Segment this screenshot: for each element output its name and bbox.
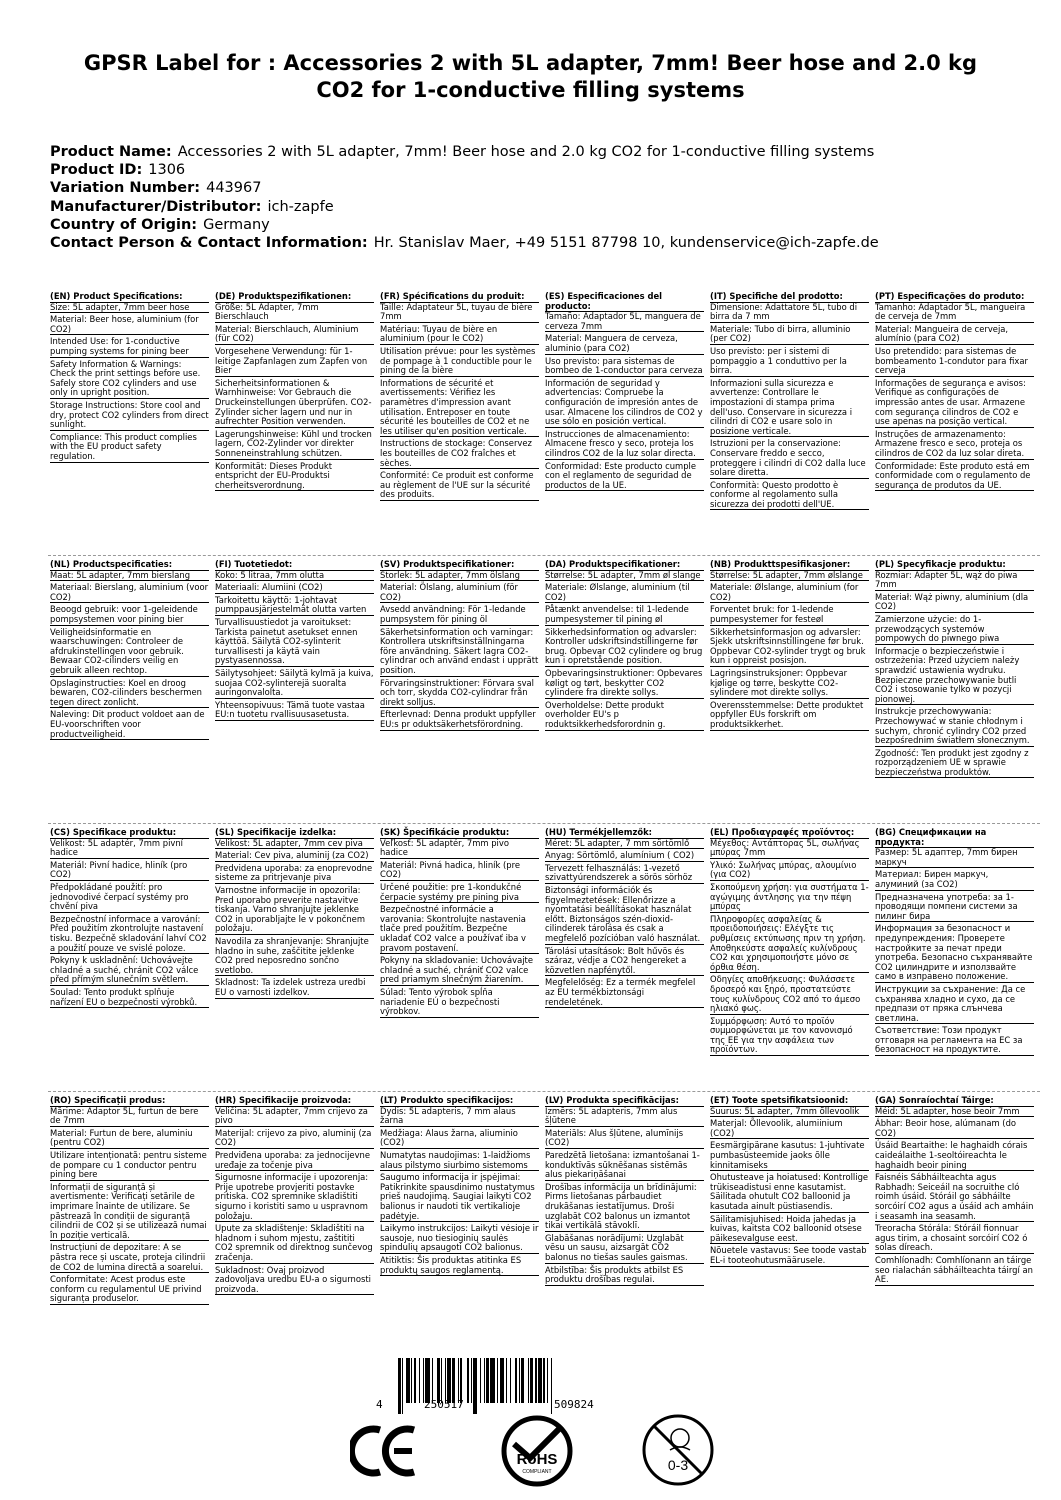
- spec-paragraph: Informazioni sulla sicurezza e avvertenze: Controllare le impostazioni di stampa prima dell'uso. Conservare in sicurezza i cilindri di CO2 e usare solo in posizione verticale.: [710, 379, 869, 438]
- spec-paragraph: Veličina: 5L adapter, 7mm crijevo za pivo: [215, 1107, 374, 1127]
- spec-paragraph: Suurus: 5L adapter, 7mm õllevoolik: [710, 1107, 869, 1118]
- spec-heading: (ES) Especificaciones del producto:: [545, 292, 704, 312]
- spec-paragraph: Ábhar: Beoir hose, alúmanam (do CO2): [875, 1119, 1034, 1139]
- spec-block: [215, 828, 380, 1096]
- spec-paragraph: Uso previsto: para sistemas de bombeo de 1-conductor para cerveza: [545, 355, 703, 376]
- spec-paragraph: Intended Use: for 1-conductive pumping systems for pining beer: [50, 337, 209, 357]
- spec-block: [50, 1096, 215, 1364]
- spec-block: [710, 828, 875, 1096]
- spec-paragraph: Υλικό: Σωλήνας μπύρας, αλουμίνιο (για CO2): [710, 861, 869, 881]
- section-divider: [48, 823, 1040, 824]
- spec-heading: (SL) Specifikacije izdelka:: [215, 828, 374, 839]
- spec-paragraph: Atbilstība: Šis produkts atbilst ES produktu drošības regulai.: [545, 1266, 704, 1286]
- spec-paragraph: Σκοπούμενη χρήση: για συστήματα 1-αγώγιμης άντλησης για την πέψη μπύρας: [710, 881, 869, 912]
- spec-paragraph: Sikkerhedsinformation og advarsler: Kontroller udskriftsindstillingerne før brug. Opbevar CO2 cylindere og brug kun i opretstående position.: [545, 626, 703, 666]
- spec-paragraph: Predviđena uporaba: za jednocijevne uređaje za točenje piva: [215, 1151, 374, 1171]
- spec-paragraph: Material: Mangueira de cerveja, alumínio (para CO2): [875, 325, 1034, 345]
- spec-row: [50, 560, 1040, 828]
- spec-paragraph: Pokyny k uskladnění: Uchovávejte chladné a suché, chránit CO2 válce před přímým slunečním světlem.: [50, 956, 209, 986]
- spec-paragraph: Conformità: Questo prodotto è conforme al regolamento sulla sicurezza dei prodotti dell'UE.: [710, 481, 869, 511]
- rohs-sublabel: COMPLIANT: [522, 1469, 552, 1475]
- spec-paragraph: Sikkerhetsinformasjon og advarsler: Sjekk utskriftsinnstillingene før bruk. Oppbevar CO2-sylinder trygt og bruk kun i oppreist posisjon.: [710, 628, 869, 667]
- spec-paragraph: Conformitate: Acest produs este conform cu regulamentul UE privind siguranța produselor.: [50, 1275, 209, 1305]
- spec-heading: (GA) Sonraíochtaí Táirge:: [875, 1096, 1034, 1107]
- spec-paragraph: Bezpečnostné informácie a varovania: Skontrolujte nastavenia tlače pred použitím. Bezpečne ukladať CO2 valce a používať iba v pravom postavení.: [380, 905, 539, 954]
- spec-block: [215, 1096, 380, 1364]
- spec-paragraph: Informations de sécurité et avertissements: Vérifiez les paramètres d'impression avant utilisation. Entreposer en toute sécurité les bouteilles de CO2 et ne les utiliser qu'en position verticale.: [380, 379, 539, 438]
- spec-paragraph: Nõuetele vastavus: See toode vastab EL-i tooteohutusmäärusele.: [710, 1246, 869, 1266]
- spec-paragraph: Materijal: crijevo za pivo, aluminij (za CO2): [215, 1129, 374, 1149]
- spec-paragraph: Инструкции за съхранение: Да се съхранява хладно и сухо, да се предпази от пряка слънчева светлина.: [875, 985, 1034, 1024]
- barcode: [376, 1358, 594, 1414]
- spec-paragraph: Sicherheitsinformationen & Warnhinweise: Vor Gebrauch die Druckeinstellungen überprüfen. CO2-Zylinder sicher lagern und nur in aufrechter Position verwenden.: [215, 379, 374, 428]
- spec-paragraph: Materiale: Tubo di birra, alluminio (per CO2): [710, 325, 869, 345]
- spec-paragraph: Velikost: 5L adaptér, 7mm pivní hadice: [50, 839, 209, 859]
- spec-paragraph: Veiligheidsinformatie en waarschuwingen: Controleer de afdrukinstellingen voor gebruik. Bewaar CO2-cilinders veilig en gebruik alleen rechtop.: [50, 628, 209, 677]
- spec-paragraph: Soulad: Tento produkt splňuje nařízení EU o bezpečnosti výrobků.: [50, 988, 209, 1008]
- spec-paragraph: Safety Information & Warnings: Check the print settings before use. Safely store CO2 cylinders and use only in upright position.: [50, 360, 209, 399]
- spec-block: [215, 560, 380, 828]
- spec-paragraph: Mărime: Adaptor 5L, furtun de bere de 7mm: [50, 1107, 209, 1127]
- spec-paragraph: Tamaño: Adaptador 5L, manguera de cerveza 7mm: [545, 312, 704, 332]
- spec-block: [545, 1096, 710, 1364]
- spec-heading: (FI) Tuotetiedot:: [215, 560, 374, 571]
- spec-paragraph: Velikost: 5L adapter, 7mm cev piva: [215, 839, 374, 850]
- spec-paragraph: Размер: 5L адаптер, 7mm бирен маркуч: [875, 848, 1034, 868]
- spec-paragraph: Sukladnost: Ovaj proizvod zadovoljava uredbu EU-a o sigurnosti proizvoda.: [215, 1266, 374, 1296]
- spec-paragraph: Instrucciones de almacenamiento: Almacene fresco y seco, proteja los cilindros CO2 de la luz solar directa.: [545, 430, 704, 460]
- spec-block: [380, 1096, 545, 1364]
- spec-paragraph: Предназначена употреба: за 1-проводящи помпени системи за пилинг бира: [875, 893, 1034, 923]
- ce-mark-icon: [350, 1416, 420, 1486]
- spec-paragraph: Conformité: Ce produit est conforme au règlement de l'UE sur la sécurité des produits.: [380, 471, 539, 501]
- spec-paragraph: Säilitamisjuhised: Hoida jahedas ja kuivas, kaitsta CO2 balloonid otsese päikesevalguse eest.: [710, 1215, 869, 1245]
- spec-paragraph: Tárolási utasítások: Bolt hűvös és száraz, védje a CO2 hengereket a közvetlen napfénytől.: [545, 947, 704, 977]
- spec-heading: (DE) Produktspezifikationen:: [215, 292, 374, 303]
- spec-paragraph: Uso pretendido: para sistemas de bombeamento 1-condutor para fixar cerveja: [875, 347, 1034, 377]
- spec-paragraph: Saugumo informacija ir įspėjimai: Patikrinkite spausdinimo nustatymus prieš naudojimą. Saugiai laikyti CO2 balionus ir naudoti tik vertikalioje padėtyje.: [380, 1173, 539, 1222]
- spec-heading: (PL) Specyfikacje produktu:: [875, 560, 1034, 571]
- spec-paragraph: Overholdelse: Dette produkt overholder EU's p roduktsikkerhedsforordnin g.: [545, 701, 704, 731]
- spec-heading: (LT) Produkto specifikacijos:: [380, 1096, 539, 1107]
- spec-paragraph: Treoracha Stórála: Stóráil fionnuar agus tirim, a chosaint sorcóirí CO2 ó solas díreach.: [875, 1224, 1034, 1254]
- spec-paragraph: Koko: 5 litraa, 7mm olutta: [215, 571, 374, 582]
- spec-paragraph: Overensstemmelse: Dette produktet oppfyller EUs forskrift om produktsikkerhet.: [710, 701, 869, 731]
- spec-paragraph: Información de seguridad y advertencias: Compruebe la configuración de impresión antes de usar. Almacene los cilindros de CO2 y use sólo en posición vertical.: [545, 377, 703, 427]
- barcode-bars: [398, 1358, 554, 1414]
- spec-paragraph: Conformidad: Este producto cumple con el reglamento de seguridad de productos de la UE.: [545, 462, 704, 492]
- spec-paragraph: Numatytas naudojimas: 1-laidžioms alaus pilstymo siurbimo sistemoms: [380, 1151, 539, 1171]
- spec-paragraph: Opbevaringsinstruktioner: Opbevares køligt og tørt, beskytter CO2 cylindere fra direkte sollys.: [545, 667, 703, 698]
- spec-block: [875, 560, 1040, 828]
- spec-paragraph: Tarkoitettu käyttö: 1-johtavat pumppausjärjestelmät olutta varten: [215, 596, 374, 616]
- spec-paragraph: Efterlevnad: Denna produkt uppfyller EU:s pr oduktsäkerhetsförordning.: [380, 710, 539, 730]
- spec-paragraph: Navodila za shranjevanje: Shranjujte hladno in suhe, zaščitite jeklenke CO2 pred neposredno sončno svetlobo.: [215, 937, 374, 976]
- spec-paragraph: Laikymo instrukcijos: Laikyti vėsioje ir sausoje, nuo tiesioginių saulės spindulių apsaugoti CO2 balionus.: [380, 1223, 539, 1253]
- spec-block: [875, 292, 1040, 560]
- spec-paragraph: Materiaal: Bierslang, aluminium (voor CO2): [50, 582, 209, 602]
- spec-block: [545, 560, 710, 828]
- spec-paragraph: Größe: 5L Adapter, 7mm Bierschlauch: [215, 303, 374, 323]
- spec-heading: (DA) Produktspecifikationer:: [545, 560, 704, 571]
- spec-paragraph: Eesmärgipärane kasutus: 1-juhtivate pumbasüsteemide jaoks õlle kinnitamiseks: [710, 1141, 869, 1171]
- spec-heading: (EN) Product Specifications:: [50, 292, 209, 303]
- spec-block: [50, 828, 215, 1096]
- spec-paragraph: Materjal: Õllevoolik, alumiinium (CO2): [710, 1119, 869, 1139]
- spec-block: [380, 828, 545, 1096]
- spec-paragraph: Storlek: 5L adapter, 7mm ölslang: [380, 571, 539, 582]
- spec-paragraph: Predvidena uporaba: za enoprevodne sisteme za pritrjevanje piva: [215, 862, 373, 883]
- spec-paragraph: Lagerungshinweise: Kühl und trocken lagern, CO2-Zylinder vor direkter Sonneneinstrahlung schützen.: [215, 430, 374, 460]
- rohs-label: RoHS: [516, 1451, 558, 1468]
- spec-block: [215, 292, 380, 560]
- spec-paragraph: Taille: Adaptateur 5L, tuyau de bière 7mm: [380, 303, 539, 323]
- spec-paragraph: Biztonsági információk és figyelmeztetések: Ellenőrizze a nyomtatási beállításokat használat előtt. Biztonságos szén-dioxid-cilinderek tárolása és csak a megfelelő pozícióban való használat.: [545, 886, 704, 945]
- spec-paragraph: Materiaali: Alumiini (CO2): [215, 583, 374, 594]
- spec-paragraph: Méid: 5L adapter, hose beoir 7mm: [875, 1107, 1034, 1118]
- spec-block: [875, 1096, 1040, 1364]
- spec-row: [50, 292, 1040, 560]
- spec-paragraph: Material: Ölslang, aluminium (för CO2): [380, 583, 539, 603]
- spec-paragraph: Drošības informācija un brīdinājumi: Pirms lietošanas pārbaudiet drukāšanas iestatījumus. Droši uzglabāt CO2 balonus un izmantot tikai vertikālā stāvoklī.: [545, 1183, 704, 1232]
- spec-paragraph: Izmērs: 5L adapteris, 7mm alus šļūtene: [545, 1107, 704, 1127]
- spec-paragraph: Dimensione: Adattatore 5L, tubo di birra da 7 mm: [710, 303, 869, 323]
- spec-paragraph: Megfelelőség: Ez a termék megfelel az EU termékbiztonsági rendeletének.: [545, 978, 704, 1008]
- spec-paragraph: Informații de siguranță și avertismente: Verificați setările de imprimare înainte de utilizare. Se păstrează în condiții de siguranță cilindrii de CO2 și se utilizează numai în poziție verticală.: [50, 1183, 209, 1242]
- spec-paragraph: Comhlíonadh: Comhlíonann an táirge seo rialachán sábháilteachta táirgí an AE.: [875, 1254, 1033, 1285]
- spec-paragraph: Materiale: Ølslange, aluminium (til CO2): [545, 583, 704, 603]
- spec-paragraph: Påtænkt anvendelse: til 1-ledende pumpesystemer til pining øl: [545, 605, 704, 625]
- spec-paragraph: Tamanho: Adaptador 5L, mangueira de cerveja de 7mm: [875, 303, 1034, 323]
- spec-paragraph: Instructions de stockage: Conservez les bouteilles de CO2 fraîches et sèches.: [380, 439, 539, 469]
- spec-paragraph: Matériau: Tuyau de bière en aluminium (pour le CO2): [380, 325, 539, 345]
- spec-paragraph: Säkerhetsinformation och varningar: Kontrollera utskriftsinställningarna före användning. Säkert lagra CO2-cylindrar och använd endast i upprätt position.: [380, 626, 539, 675]
- spec-paragraph: Turvallisuustiedot ja varoitukset: Tarkista painetut asetukset ennen käyttöä. Säilytä CO2-sylinterit turvallisesti ja käytä vain pystyasennossa.: [215, 618, 374, 667]
- spec-paragraph: Paredzētā lietošana: izmantošanai 1-konduktīvās sūknēšanas sistēmās alus piekariņāšanai: [545, 1151, 704, 1181]
- age-label: 0-3: [667, 1457, 689, 1473]
- spec-heading: (HR) Specifikacije proizvoda:: [215, 1096, 374, 1107]
- barcode-digit-prefix: 4: [376, 1398, 383, 1411]
- contact-row: Contact Person & Contact Information: Hr. Stanislav Maer, +49 5151 87798 10, kundenservice@ich-zapfe.de: [50, 235, 879, 252]
- spec-paragraph: Lagringsinstruksjoner: Oppbevar kjølige og tørre, beskytte CO2-sylindere mot direkte sollys.: [710, 669, 869, 699]
- spec-paragraph: Material: Furtun de bere, aluminiu (pentru CO2): [50, 1129, 209, 1149]
- spec-block: [545, 828, 710, 1096]
- spec-heading: (ET) Toote spetsifikatsioonid:: [710, 1096, 869, 1107]
- spec-paragraph: Súlad: Tento výrobok spĺňa nariadenie EÚ o bezpečnosti výrobkov.: [380, 988, 539, 1018]
- section-divider: [48, 555, 1040, 556]
- spec-paragraph: Οδηγίες αποθήκευσης: Φυλάσσετε δροσερό και ξηρό, προστατεύστε τους κυλίνδρους CO2 από το άμεσο ηλιακό φως.: [710, 975, 869, 1014]
- spec-block: [545, 292, 710, 560]
- spec-heading: (NB) Produkttspesifikasjoner:: [710, 560, 869, 571]
- spec-paragraph: Ohutusteave ja hoiatused: Kontrollige trükiseadistusi enne kasutamist. Säilitada ohutult CO2 balloonid ja kasutada ainult püstiasendis.: [710, 1172, 869, 1211]
- spec-paragraph: Skladnost: Ta izdelek ustreza uredbi EU o varnosti izdelkov.: [215, 978, 374, 998]
- spec-block: [380, 292, 545, 560]
- spec-paragraph: Conformidade: Este produto está em conformidade com o regulamento de segurança de produtos da UE.: [875, 462, 1034, 492]
- spec-paragraph: Istruzioni per la conservazione: Conservare freddo e secco, proteggere i cilindri di CO2 dalla luce solare diretta.: [710, 439, 869, 478]
- spec-paragraph: Материал: Бирен маркуч, алуминий (за CO2): [875, 870, 1034, 890]
- spec-block: [875, 828, 1040, 1096]
- spec-paragraph: Material: Cev piva, aluminij (za CO2): [215, 851, 374, 862]
- spec-paragraph: Съответствие: Този продукт отговаря на регламента на ЕС за безопасност на продуктите.: [875, 1026, 1034, 1056]
- spec-paragraph: Zamierzone użycie: do 1-przewodzących systemów pompowych do piwnego piwa: [875, 615, 1034, 645]
- spec-paragraph: Tervezett felhasználás: 1-vezető szivattyúrendszerek a sörös sörhöz: [545, 864, 704, 884]
- spec-paragraph: Materiale: Ølslange, aluminium (for CO2): [710, 583, 869, 603]
- spec-paragraph: Πληροφορίες ασφαλείας & προειδοποιήσεις: Ελέγξτε τις ρυθμίσεις εκτύπωσης πριν τη χρήση. Αποθηκεύστε ασφαλείς κυλίνδρους CO2 και χρησιμοποιήστε μόνο σε όρθια θέση.: [710, 915, 869, 974]
- spec-paragraph: Atitiktis: Šis produktas atitinka ES produktų saugos reglamentą.: [380, 1256, 539, 1276]
- spec-paragraph: Faisnéis Sábháilteachta agus Rabhadh: Seiceáil na socruithe cló roimh úsáid. Stóráil go sábháilte sorcóirí CO2 agus a úsáid ach amháin i seasamh ina seasamh.: [875, 1172, 1034, 1221]
- label-title: GPSR Label for : Accessories 2 with 5L adapter, 7mm! Beer hose and 2.0 kg CO2 for 1-conductive filling systems: [83, 51, 978, 102]
- spec-paragraph: Maat: 5L adapter, 7mm bierslang: [50, 571, 209, 582]
- spec-grid: [50, 292, 1040, 1364]
- manufacturer-row: Manufacturer/Distributor: ich-zapfe: [50, 198, 334, 215]
- product-name-row: Product Name: Accessories 2 with 5L adapter, 7mm! Beer hose and 2.0 kg CO2 for 1-conductive filling systems: [50, 144, 875, 160]
- spec-paragraph: Materiāls: Alus šļūtene, alumīnijs (CO2): [545, 1129, 704, 1149]
- certification-icons: [340, 1412, 700, 1492]
- product-id-row: Product ID: 1306: [50, 162, 186, 179]
- spec-block: [710, 292, 875, 560]
- spec-heading: (HU) Termékjellemzők:: [545, 828, 704, 839]
- spec-paragraph: Informações de segurança e avisos: Verifique as configurações de impressão antes de usar. Armazene com segurança cilindros de CO2 e use apenas na posição vertical.: [875, 379, 1034, 428]
- spec-heading: (RO) Specificații produs:: [50, 1096, 209, 1107]
- spec-paragraph: Storage Instructions: Store cool and dry, protect CO2 cylinders from direct sunlight.: [50, 399, 209, 430]
- spec-paragraph: Yhteensopivuus: Tämä tuote vastaa EU:n tuotetu rvallisuusasetusta.: [215, 701, 374, 721]
- spec-heading: (SV) Produktspecifikationer:: [380, 560, 539, 571]
- spec-heading: (PT) Especificações do produto:: [875, 292, 1034, 303]
- spec-heading: (LV) Produkta specifikācijas:: [545, 1096, 704, 1107]
- spec-paragraph: Størrelse: 5L adapter, 7mm ølslange: [710, 571, 869, 582]
- barcode-space: [552, 1358, 553, 1403]
- age-0-3-warning-icon: [640, 1412, 716, 1488]
- spec-paragraph: Compliance: This product complies with the EU product safety regulation.: [50, 433, 209, 463]
- spec-paragraph: Beoogd gebruik: voor 1-geleidende pompsystemen voor pining bier: [50, 605, 209, 625]
- variation-number-row: Variation Number: 443967: [50, 180, 262, 197]
- spec-paragraph: Størrelse: 5L adapter, 7mm øl slange: [545, 571, 704, 582]
- spec-block: [380, 560, 545, 828]
- spec-paragraph: Konformität: Dieses Produkt entspricht der EU-Produktsi cherheitsverordnung.: [215, 462, 374, 492]
- spec-heading: (CS) Specifikace produktu:: [50, 828, 209, 839]
- spec-paragraph: Size: 5L adapter, 7mm beer hose: [50, 303, 209, 314]
- spec-paragraph: Avsedd användning: För 1-ledande pumpsystem för pining öl: [380, 605, 539, 625]
- spec-paragraph: Glabāšanas norādījumi: Uzglabāt vēsu un sausu, aizsargāt CO2 balonus no tiešas saules gaismas.: [545, 1234, 704, 1264]
- spec-paragraph: Medžiaga: Alaus žarna, aliuminio (CO2): [380, 1129, 539, 1149]
- spec-paragraph: Pokyny na skladovanie: Uchovávajte chladné a suché, chrániť CO2 valce pred priamym slnečným žiarením.: [380, 956, 539, 986]
- spec-paragraph: Naleving: Dit product voldoet aan de EU-voorschriften voor productveiligheid.: [50, 710, 209, 740]
- spec-paragraph: Συμμόρφωση: Αυτό το προϊόν συμμορφώνεται με τον κανονισμό της ΕΕ για την ασφάλεια των προϊόντων.: [710, 1017, 869, 1056]
- spec-paragraph: Instruções de armazenamento: Armazene fresco e seco, proteja os cilindros de CO2 da luz solar direta.: [875, 430, 1034, 460]
- spec-paragraph: Μέγεθος: Αντάπτορας 5L, σωλήνας μπύρας 7mm: [710, 839, 869, 859]
- spec-row: [50, 828, 1040, 1096]
- spec-paragraph: Instrucțiuni de depozitare: A se păstra rece și uscate, proteja cilindrii de CO2 de lumina directă a soarelui.: [50, 1243, 209, 1273]
- spec-heading: (FR) Spécifications du produit:: [380, 292, 539, 303]
- spec-block: [710, 1096, 875, 1364]
- spec-paragraph: Utilizare intenționată: pentru sisteme de pompare cu 1 conductor pentru pining bere: [50, 1151, 209, 1181]
- spec-paragraph: Material: Bierschlauch, Aluminium (für CO2): [215, 325, 374, 345]
- spec-paragraph: Méret: 5L adapter, 7 mm sörtömlő: [545, 839, 704, 850]
- spec-paragraph: Veľkosť: 5L adaptér, 7mm pivo hadice: [380, 839, 539, 859]
- spec-paragraph: Информация за безопасност и предупреждения: Проверете настройките за печат преди употреба. Безопасно съхранявайте CO2 цилиндрите и използвайте само в изправено положение.: [875, 923, 1033, 982]
- spec-heading: (EL) Προδιαγραφές προϊόντος:: [710, 828, 869, 839]
- spec-paragraph: Vorgesehene Verwendung: für 1-leitige Zapfanlagen zum Zapfen von Bier: [215, 347, 374, 377]
- spec-heading: (NL) Productspecificaties:: [50, 560, 209, 571]
- spec-paragraph: Instrukcje przechowywania: Przechowywać w stanie chłodnym i suchym, chronić cylindry CO2 przed bezpośrednim światłem słonecznym.: [875, 707, 1034, 746]
- spec-block: [50, 292, 215, 560]
- barcode-digits-left: 250517: [424, 1398, 464, 1411]
- spec-heading: (SK) Špecifikácie produktu:: [380, 828, 539, 839]
- spec-paragraph: Určené použitie: pre 1-kondukčné čerpacie systémy pre pining piva: [380, 883, 539, 903]
- spec-paragraph: Materiał: Wąż piwny, aluminium (dla CO2): [875, 593, 1034, 613]
- spec-paragraph: Material: Beer hose, aluminium (for CO2): [50, 315, 209, 335]
- spec-block: [50, 560, 215, 828]
- spec-heading: (IT) Specifiche del prodotto:: [710, 292, 869, 303]
- rohs-compliant-icon: [500, 1414, 574, 1488]
- spec-paragraph: Materiál: Pivná hadica, hliník (pre CO2): [380, 861, 539, 881]
- spec-paragraph: Předpokládané použití: pro jednovodivé čerpací systémy pro chvění piva: [50, 883, 209, 913]
- spec-paragraph: Upute za skladištenje: Skladištiti na hladnom i suhom mjestu, zaštititi CO2 spremnik od direktnog sunčevog zračenja.: [215, 1223, 373, 1262]
- spec-paragraph: Dydis: 5L adapteris, 7 mm alaus žarna: [380, 1107, 539, 1127]
- spec-paragraph: Informacje o bezpieczeństwie i ostrzeżenia: Przed użyciem należy sprawdzić ustawienia wydruku. Bezpieczne przechowywanie butli CO2 i stosowanie tylko w pozycji pionowej.: [875, 647, 1034, 706]
- spec-paragraph: Uso previsto: per i sistemi di pompaggio a 1 conduttivo per la birra.: [710, 347, 869, 377]
- spec-paragraph: Úsáid Beartaithe: le haghaidh córais caideálaithe 1-seoltóireachta le haghaidh beoir pining: [875, 1141, 1034, 1171]
- spec-paragraph: Materiál: Pivní hadice, hliník (pro CO2): [50, 861, 209, 881]
- section-divider: [48, 1091, 1040, 1092]
- spec-paragraph: Säilytysohjeet: Säilytä kylmä ja kuiva, suojaa CO2-sylinterejä suoralta auringonvalolta.: [215, 667, 374, 698]
- spec-paragraph: Opslaginstructies: Koel en droog bewaren, CO2-cilinders beschermen tegen direct zonlicht.: [50, 679, 209, 709]
- spec-heading: (BG) Спецификации на продукта:: [875, 828, 1034, 848]
- spec-paragraph: Rozmiar: Adapter 5L, wąż do piwa 7mm: [875, 571, 1034, 591]
- spec-paragraph: Anyag: Sörtömlő, alumínium ( CO2): [545, 851, 704, 862]
- spec-paragraph: Forventet bruk: for 1-ledende pumpesystemer for festeøl: [710, 605, 869, 625]
- spec-paragraph: Sigurnosne informacije i upozorenja: Prije upotrebe provjeriti postavke pritiska. CO2 spremnike skladištiti sigurno i koristiti samo u uspravnom položaju.: [215, 1173, 374, 1222]
- spec-paragraph: Zgodność: Ten produkt jest zgodny z rozporządzeniem UE w sprawie bezpieczeństwa produktów.: [875, 749, 1034, 779]
- country-of-origin-row: Country of Origin: Germany: [50, 216, 270, 233]
- barcode-digits-right: 509824: [554, 1398, 594, 1411]
- spec-paragraph: Bezpečnostní informace a varování: Před použitím zkontrolujte nastavení tisku. Bezpečně skladování lahví CO2 a použití pouze ve svislé poloze.: [50, 915, 209, 954]
- spec-paragraph: Förvaringsinstruktioner: Förvara sval och torr, skydda CO2-cylindrar från direkt solljus.: [380, 679, 539, 709]
- spec-paragraph: Material: Manguera de cerveza, aluminio (para CO2): [545, 334, 704, 354]
- spec-paragraph: Varnostne informacije in opozorila: Pred uporabo preverite nastavitve tiskanja. Varno shranjujte jeklenke CO2 in uporabljajte le v pokončnem položaju.: [215, 886, 374, 935]
- product-info: [50, 143, 1030, 252]
- spec-paragraph: Utilisation prévue: pour les systèmes de pompage à 1 conductible pour le pining de la bière: [380, 347, 539, 377]
- spec-block: [710, 560, 875, 828]
- spec-row: [50, 1096, 1040, 1364]
